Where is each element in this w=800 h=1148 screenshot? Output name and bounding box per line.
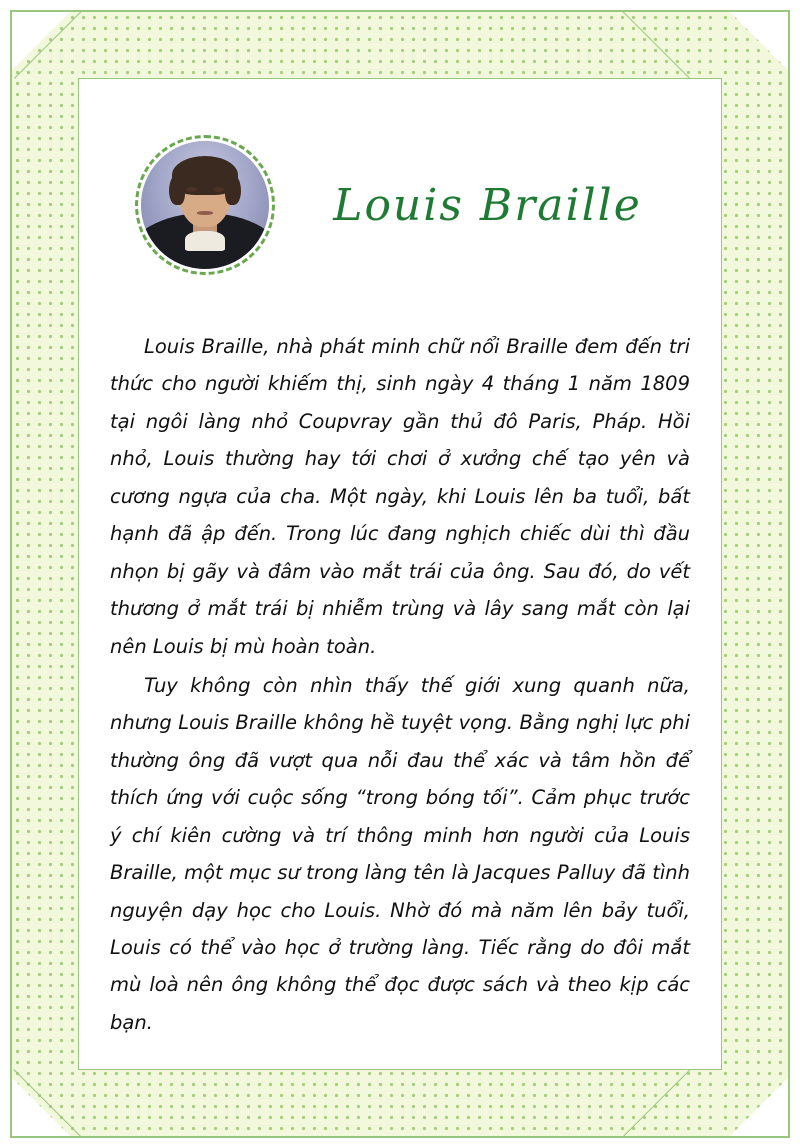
portrait-frame	[135, 135, 275, 275]
document-content	[110, 120, 690, 1041]
portrait-dotted-ring	[135, 135, 275, 275]
page-title: Louis Braille	[333, 179, 642, 231]
paragraph: Louis Braille, nhà phát minh chữ nổi Braille đem đến tri thức cho người khiếm thị, sinh ngày 4 tháng 1 năm 1809 tại ngôi làng nhỏ Coupvray gần thủ đô Paris, Pháp. Hồi nhỏ, Louis thường hay tới chơi ở xưởng chế tạo yên và cương ngựa của cha. Một ngày, khi Louis lên ba tuổi, bất hạnh đã ập đến. Trong lúc đang nghịch chiếc dùi thì đầu nhọn bị gãy và đâm vào mắt trái của ông. Sau đó, do vết thương ở mắt trái bị nhiễm trùng và lây sang mắt còn lại nên Louis bị mù hoàn toàn.	[110, 335, 690, 658]
document-header	[110, 120, 690, 290]
article-body	[110, 328, 690, 1041]
paragraph: Tuy không còn nhìn thấy thế giới xung quanh nữa, nhưng Louis Braille không hề tuyệt vọng. Bằng nghị lực phi thường ông đã vượt qua nỗi đau thể xác và tâm hồn để thích ứng với cuộc sống “trong bóng tối”. Cảm phục trước ý chí kiên cường và trí thông minh hơn người của Louis Braille, một mục sư trong làng tên là Jacques Palluy đã tình nguyện dạy học cho Louis. Nhờ đó mà năm lên bảy tuổi, Louis có thể vào học ở trường làng. Tiếc rằng do đôi mắt mù loà nên ông không thể đọc được sách và theo kịp các bạn.	[110, 673, 690, 1034]
